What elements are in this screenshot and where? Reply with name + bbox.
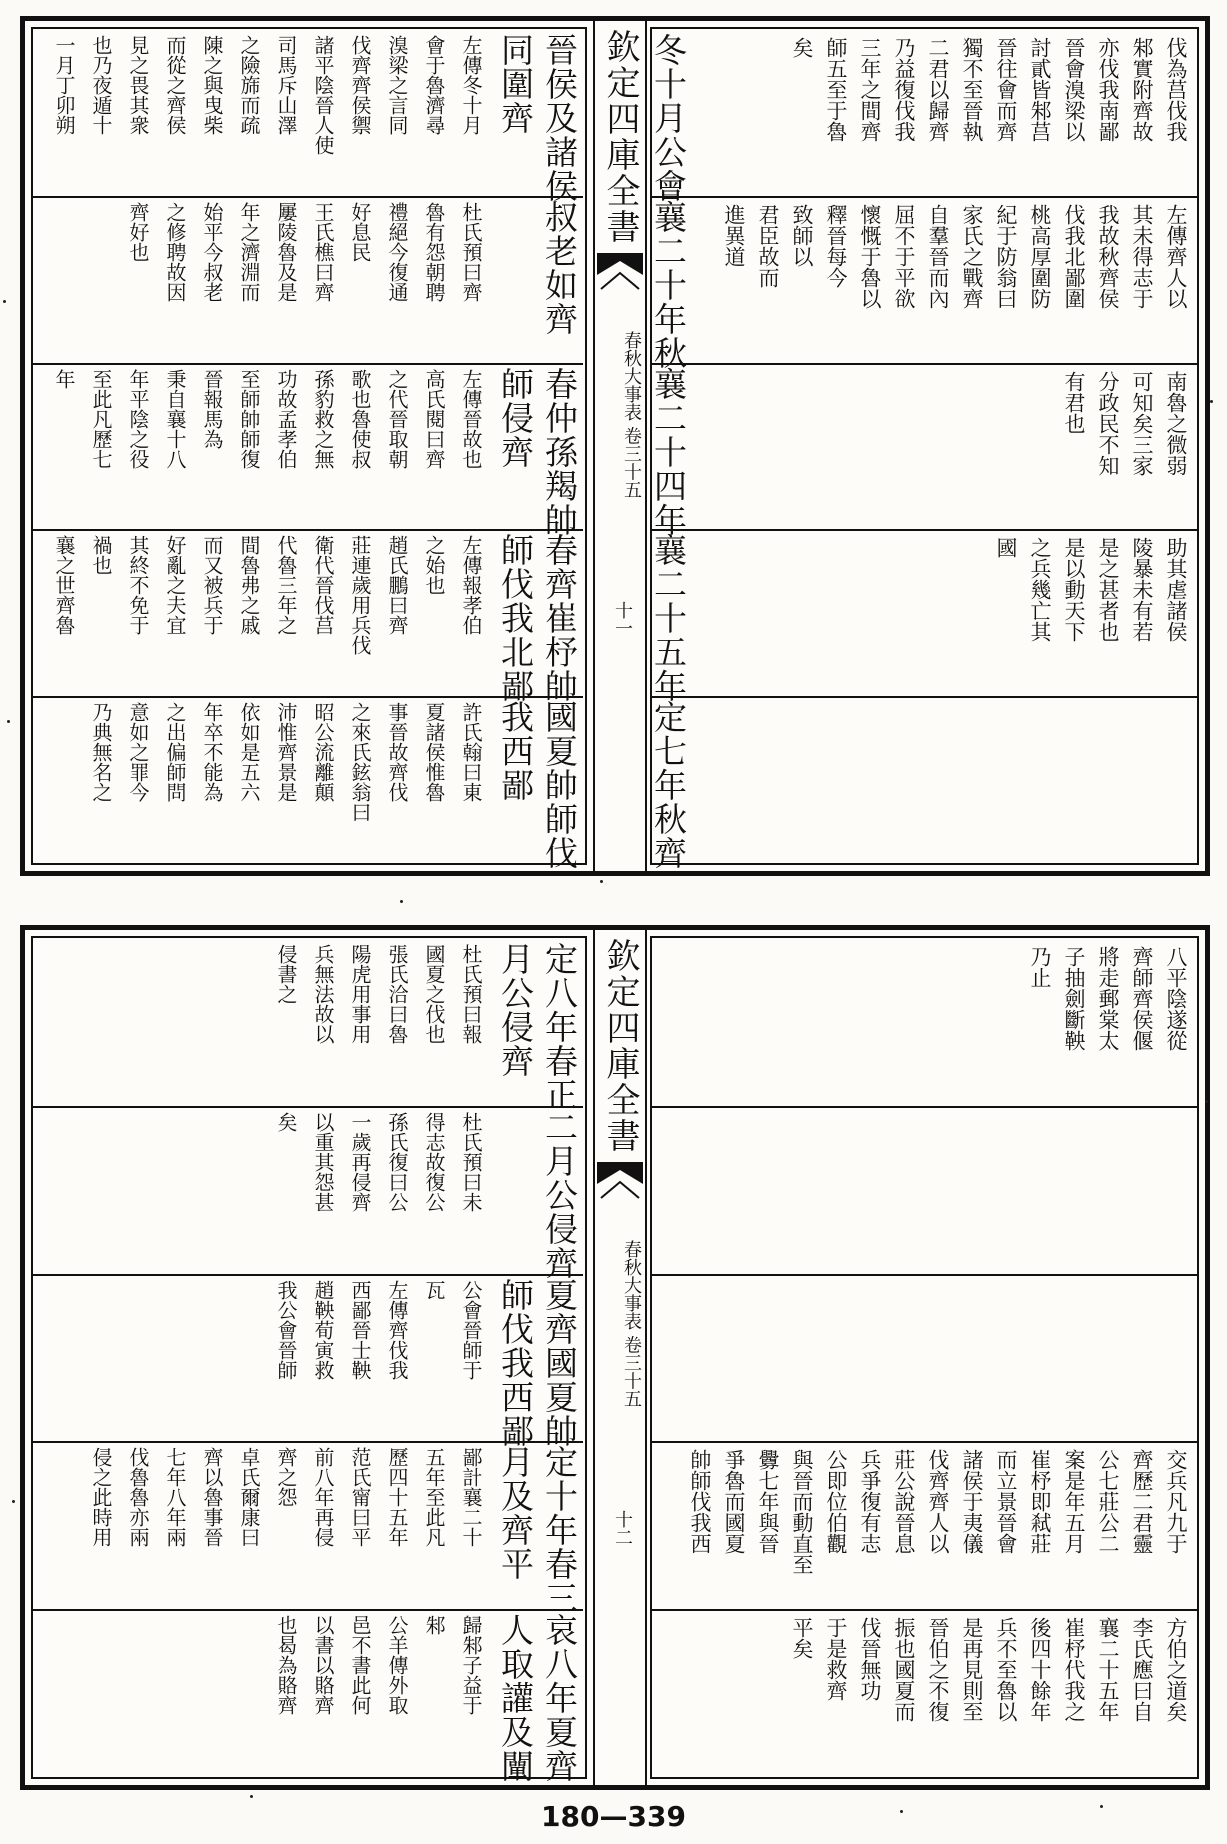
commentary-line: 左傳報孝伯 bbox=[459, 535, 483, 636]
commentary-line: 杜氏預曰齊 bbox=[459, 201, 483, 302]
commentary-line: 許氏翰曰東 bbox=[459, 702, 483, 803]
note-line: 交兵凡九于 bbox=[1164, 1449, 1188, 1555]
commentary-line: 歸邾子益于 bbox=[459, 1615, 483, 1716]
lower-book-page bbox=[20, 925, 1210, 1790]
commentary-line: 乃典無名之 bbox=[89, 702, 113, 803]
note-line: 伐我北鄙圍 bbox=[1062, 203, 1086, 309]
commentary-line: 杜氏預曰未 bbox=[459, 1111, 483, 1212]
year-row bbox=[649, 29, 1197, 203]
commentary-line: 襄之世齊魯 bbox=[52, 535, 76, 636]
note-line: 而立景晉會 bbox=[994, 1449, 1018, 1555]
commentary-line: 之始也 bbox=[422, 535, 446, 596]
note-line: 釁七年與晉 bbox=[756, 1449, 780, 1555]
note-line: 晉會溴梁以 bbox=[1062, 37, 1086, 142]
commentary-line: 也乃夜遁十 bbox=[89, 35, 113, 135]
year-row bbox=[652, 938, 1197, 1108]
commentary-line: 至師帥師復 bbox=[237, 368, 261, 469]
commentary-line: 左傳晉故也 bbox=[459, 368, 483, 469]
scan-speck bbox=[1100, 1805, 1103, 1808]
table-row bbox=[33, 1274, 583, 1448]
commentary-line: 之險旆而疏 bbox=[237, 35, 261, 135]
entry-main-text: 國夏帥師伐 bbox=[540, 700, 579, 871]
entry-sub-text: 同圍齊 bbox=[496, 33, 535, 135]
note-line: 我故秋齊侯 bbox=[1096, 203, 1120, 309]
note-line: 南魯之微弱 bbox=[1164, 370, 1188, 476]
year-heading: 定七年秋齊 bbox=[649, 700, 688, 871]
note-line: 晉伯之不復 bbox=[926, 1617, 950, 1723]
note-line: 紀于防翁曰 bbox=[994, 203, 1018, 309]
commentary-line: 范氏甯曰平 bbox=[348, 1447, 372, 1548]
table-row bbox=[33, 529, 583, 704]
commentary-line: 五年至此凡 bbox=[422, 1447, 446, 1548]
year-heading: 襄二十五年 bbox=[649, 533, 688, 704]
commentary-line: 國夏之伐也 bbox=[422, 944, 446, 1044]
note-line: 崔杼即弒莊 bbox=[1028, 1449, 1052, 1555]
table-row bbox=[33, 1609, 583, 1784]
commentary-line: 見之畏其衆 bbox=[126, 35, 150, 135]
note-line: 自羣晉而內 bbox=[926, 203, 950, 309]
page-number: 180—339 bbox=[541, 1800, 686, 1833]
commentary-line: 依如是五六 bbox=[237, 702, 261, 803]
commentary-line: 孫豹救之無 bbox=[311, 368, 335, 469]
entry-sub-text: 師伐我西鄙 bbox=[496, 1277, 535, 1448]
commentary-line: 年之濟淵而 bbox=[237, 201, 261, 302]
note-line: 崔杼代我之 bbox=[1062, 1617, 1086, 1723]
note-line: 國 bbox=[994, 537, 1018, 559]
commentary-line: 之代晉取朝 bbox=[385, 368, 409, 469]
upper-center-spine bbox=[593, 21, 647, 871]
commentary-line: 我公會晉師 bbox=[274, 1279, 298, 1380]
commentary-line: 昭公流離顛 bbox=[311, 702, 335, 803]
commentary-line: 鄙計襄二十 bbox=[459, 1447, 483, 1548]
note-line: 致師以 bbox=[790, 203, 814, 267]
spine-folio: 十二 bbox=[612, 1510, 633, 1546]
note-line: 獨不至晉執 bbox=[960, 37, 984, 142]
commentary-line: 七年八年兩 bbox=[163, 1447, 187, 1548]
upper-right-rows bbox=[649, 29, 1197, 871]
commentary-line: 侵書之 bbox=[274, 944, 298, 1004]
commentary-line: 杜氏預曰報 bbox=[459, 944, 483, 1044]
commentary-line: 事晉故齊伐 bbox=[385, 702, 409, 803]
entry-sub-text: 月及齊平 bbox=[496, 1445, 535, 1582]
commentary-line: 年平陰之役 bbox=[126, 368, 150, 469]
commentary-line: 晉報馬為 bbox=[200, 368, 224, 449]
note-line: 帥師伐我西 bbox=[688, 1449, 712, 1555]
commentary-line: 趙鞅荀寅救 bbox=[311, 1279, 335, 1380]
commentary-line: 左傳齊伐我 bbox=[385, 1279, 409, 1380]
upper-left-rows bbox=[33, 29, 583, 871]
commentary-line: 王氏樵曰齊 bbox=[311, 201, 335, 302]
commentary-line: 一月丁卯朔 bbox=[52, 35, 76, 135]
entry-main-text: 定八年春正 bbox=[540, 942, 579, 1112]
commentary-line: 齊以魯事晉 bbox=[200, 1447, 224, 1548]
commentary-line: 也曷為賂齊 bbox=[274, 1615, 298, 1716]
commentary-line: 溴梁之言同 bbox=[385, 35, 409, 135]
year-row bbox=[649, 363, 1197, 537]
note-line: 伐晉無功 bbox=[858, 1617, 882, 1702]
spine-subtitle: 春秋大事表 卷三十五 bbox=[621, 331, 642, 499]
note-line: 公即位伯觀 bbox=[824, 1449, 848, 1555]
commentary-line: 孫氏復曰公 bbox=[385, 1111, 409, 1212]
commentary-line: 年 bbox=[52, 368, 76, 389]
spine-title: 欽定四庫全書 bbox=[600, 29, 640, 245]
commentary-line: 陳之與曳柴 bbox=[200, 35, 224, 135]
commentary-line: 會于魯濟尋 bbox=[422, 35, 446, 135]
entry-main-text: 定十年春三 bbox=[540, 1445, 579, 1616]
note-line: 乃止 bbox=[1028, 946, 1052, 988]
note-line: 襄二十五年 bbox=[1096, 1617, 1120, 1723]
commentary-line: 陽虎用事用 bbox=[348, 944, 372, 1044]
commentary-line: 間魯弗之戚 bbox=[237, 535, 261, 636]
scan-speck bbox=[3, 300, 6, 303]
note-line: 公七莊公二 bbox=[1096, 1449, 1120, 1555]
note-line: 是再見則至 bbox=[960, 1617, 984, 1723]
commentary-line: 左傳冬十月 bbox=[459, 35, 483, 135]
entry-sub-text: 我西鄙 bbox=[496, 700, 535, 803]
note-line: 八平陰遂從 bbox=[1164, 946, 1188, 1051]
note-line: 爭魯而國夏 bbox=[722, 1449, 746, 1555]
year-row bbox=[649, 529, 1197, 704]
note-line: 是之甚者也 bbox=[1096, 537, 1120, 643]
table-row bbox=[33, 1441, 583, 1616]
commentary-line: 瓦 bbox=[422, 1279, 446, 1300]
commentary-line: 邑不書此何 bbox=[348, 1615, 372, 1716]
note-line: 左傳齊人以 bbox=[1164, 203, 1188, 309]
entry-main-text: 春仲孫羯帥 bbox=[540, 366, 579, 537]
commentary-line: 魯有怨朝聘 bbox=[422, 201, 446, 302]
note-line: 助其虐諸侯 bbox=[1164, 537, 1188, 643]
commentary-line: 而從之齊侯 bbox=[163, 35, 187, 135]
fishtail-mark-icon bbox=[597, 1162, 643, 1202]
table-row bbox=[33, 196, 583, 365]
commentary-line: 齊之怨 bbox=[274, 1447, 298, 1508]
commentary-line: 之出偏師問 bbox=[163, 702, 187, 803]
commentary-line: 禮絕今復通 bbox=[385, 201, 409, 302]
note-line: 桃高厚圍防 bbox=[1028, 203, 1052, 309]
commentary-line: 齊好也 bbox=[126, 201, 150, 262]
entry-sub-text: 師伐我北鄙 bbox=[496, 533, 535, 704]
note-line: 陵暴未有若 bbox=[1130, 537, 1154, 643]
note-line: 矣 bbox=[790, 37, 814, 58]
year-row bbox=[652, 1106, 1197, 1276]
fishtail-mark-icon bbox=[597, 253, 643, 293]
entry-main-text: 春齊崔杼帥 bbox=[540, 533, 579, 704]
commentary-line: 之來氏鉉翁曰 bbox=[348, 702, 372, 823]
note-line: 子抽劍斷鞅 bbox=[1062, 946, 1086, 1051]
commentary-line: 歌也魯使叔 bbox=[348, 368, 372, 469]
note-line: 乃益復伐我 bbox=[892, 37, 916, 142]
year-row bbox=[652, 1609, 1197, 1777]
note-line: 懷慨于魯以 bbox=[858, 203, 882, 309]
spine-title: 欽定四庫全書 bbox=[600, 938, 640, 1154]
commentary-line: 代魯三年之 bbox=[274, 535, 298, 636]
note-line: 君臣故而 bbox=[756, 203, 780, 288]
commentary-line: 邾 bbox=[422, 1615, 446, 1636]
table-row bbox=[33, 363, 583, 537]
note-line: 進異道 bbox=[722, 203, 746, 267]
commentary-line: 禍也 bbox=[89, 535, 113, 576]
note-line: 亦伐我南鄙 bbox=[1096, 37, 1120, 142]
note-line: 晉往會而齊 bbox=[994, 37, 1018, 142]
year-row bbox=[649, 696, 1197, 871]
commentary-line: 卓氏爾康曰 bbox=[237, 1447, 261, 1548]
note-line: 釋晉每今 bbox=[824, 203, 848, 288]
table-row bbox=[33, 1106, 583, 1280]
note-line: 方伯之道矣 bbox=[1164, 1617, 1188, 1723]
entry-sub-text: 月公侵齊 bbox=[496, 942, 535, 1078]
note-line: 諸侯于夷儀 bbox=[960, 1449, 984, 1555]
commentary-line: 司馬斥山澤 bbox=[274, 35, 298, 135]
note-line: 齊師齊侯偃 bbox=[1130, 946, 1154, 1051]
commentary-line: 以書以賂齊 bbox=[311, 1615, 335, 1716]
lower-right-rows bbox=[652, 938, 1197, 1777]
commentary-line: 侵之此時用 bbox=[89, 1447, 113, 1548]
entry-main-text: 夏齊國夏帥 bbox=[540, 1277, 579, 1448]
commentary-line: 公會晉師于 bbox=[459, 1279, 483, 1380]
year-heading: 襄二十四年 bbox=[649, 366, 688, 537]
note-line: 三年之間齊 bbox=[858, 37, 882, 142]
note-line: 二君以歸齊 bbox=[926, 37, 950, 142]
scan-speck bbox=[400, 900, 403, 903]
lower-left-rows bbox=[33, 938, 583, 1784]
note-line: 李氏應曰自 bbox=[1130, 1617, 1154, 1723]
commentary-line: 沛惟齊景是 bbox=[274, 702, 298, 803]
scan-speck bbox=[12, 1500, 15, 1503]
note-line: 之兵幾亡其 bbox=[1028, 537, 1052, 643]
commentary-line: 好亂之夫宜 bbox=[163, 535, 187, 636]
note-line: 屈不于平欲 bbox=[892, 203, 916, 309]
commentary-line: 得志故復公 bbox=[422, 1111, 446, 1212]
note-line: 伐齊齊人以 bbox=[926, 1449, 950, 1555]
commentary-line: 至此凡歷七 bbox=[89, 368, 113, 469]
commentary-line: 西鄙晉士鞅 bbox=[348, 1279, 372, 1380]
commentary-line: 而又被兵于 bbox=[200, 535, 224, 636]
commentary-line: 矣 bbox=[274, 1111, 298, 1132]
commentary-line: 趙氏鵬曰齊 bbox=[385, 535, 409, 636]
commentary-line: 以重其怨甚 bbox=[311, 1111, 335, 1212]
commentary-line: 伐魯魯亦兩 bbox=[126, 1447, 150, 1548]
note-line: 齊歷二君靈 bbox=[1130, 1449, 1154, 1555]
commentary-line: 屢陵魯及是 bbox=[274, 201, 298, 302]
note-line: 伐為莒伐我 bbox=[1164, 37, 1188, 142]
note-line: 其未得志于 bbox=[1130, 203, 1154, 309]
commentary-line: 夏諸侯惟魯 bbox=[422, 702, 446, 803]
note-line: 邾實附齊故 bbox=[1130, 37, 1154, 142]
spine-folio: 十一 bbox=[612, 601, 633, 637]
note-line: 平矣 bbox=[790, 1617, 814, 1660]
table-row bbox=[33, 696, 583, 871]
scan-speck bbox=[900, 1810, 903, 1813]
commentary-line: 張氏洽曰魯 bbox=[385, 944, 409, 1044]
scan-speck bbox=[600, 880, 603, 883]
note-line: 後四十餘年 bbox=[1028, 1617, 1052, 1723]
year-heading: 冬十月公會 bbox=[649, 33, 688, 203]
year-heading: 襄二十年秋 bbox=[649, 199, 688, 370]
year-row bbox=[652, 1441, 1197, 1611]
lower-center-spine bbox=[593, 930, 647, 1785]
table-row bbox=[33, 938, 583, 1112]
note-line: 可知矣三家 bbox=[1130, 370, 1154, 476]
note-line: 分政民不知 bbox=[1096, 370, 1120, 476]
commentary-line: 衛代晉伐莒 bbox=[311, 535, 335, 636]
commentary-line: 功故孟孝伯 bbox=[274, 368, 298, 469]
commentary-line: 年卒不能為 bbox=[200, 702, 224, 803]
note-line: 案是年五月 bbox=[1062, 1449, 1086, 1555]
commentary-line: 高氏閱曰齊 bbox=[422, 368, 446, 469]
commentary-line: 公羊傳外取 bbox=[385, 1615, 409, 1716]
note-line: 莊公說晉息 bbox=[892, 1449, 916, 1555]
commentary-line: 其終不免于 bbox=[126, 535, 150, 636]
scan-speck bbox=[1210, 400, 1213, 403]
commentary-line: 兵無法故以 bbox=[311, 944, 335, 1044]
table-row bbox=[33, 29, 583, 203]
entry-main-text: 哀八年夏齊 bbox=[540, 1613, 579, 1784]
note-line: 振也國夏而 bbox=[892, 1617, 916, 1723]
note-line: 有君也 bbox=[1062, 370, 1086, 434]
commentary-line: 前八年再侵 bbox=[311, 1447, 335, 1548]
entry-main-text: 叔老如齊 bbox=[540, 199, 579, 336]
note-line: 與晉而動直至 bbox=[790, 1449, 814, 1576]
entry-sub-text: 師侵齊 bbox=[496, 366, 535, 469]
note-line: 討貳皆邾莒 bbox=[1028, 37, 1052, 142]
commentary-line: 好息民 bbox=[348, 201, 372, 262]
entry-main-text: 二月公侵齊 bbox=[540, 1109, 579, 1280]
commentary-line: 意如之罪今 bbox=[126, 702, 150, 803]
scan-speck bbox=[7, 720, 10, 723]
commentary-line: 歷四十五年 bbox=[385, 1447, 409, 1548]
commentary-line: 秉自襄十八 bbox=[163, 368, 187, 469]
commentary-line: 之修聘故因 bbox=[163, 201, 187, 302]
entry-sub-text: 人取讙及闡 bbox=[496, 1613, 535, 1784]
note-line: 于是救齊 bbox=[824, 1617, 848, 1702]
note-line: 兵爭復有志 bbox=[858, 1449, 882, 1555]
note-line: 師五至于魯 bbox=[824, 37, 848, 142]
spine-subtitle: 春秋大事表 卷三十五 bbox=[621, 1240, 642, 1408]
note-line: 家氏之戰齊 bbox=[960, 203, 984, 309]
commentary-line: 始平今叔老 bbox=[200, 201, 224, 302]
year-row bbox=[649, 196, 1197, 370]
commentary-line: 諸平陰晉人使 bbox=[311, 35, 335, 155]
note-line: 將走郵棠太 bbox=[1096, 946, 1120, 1051]
commentary-line: 伐齊齊侯禦 bbox=[348, 35, 372, 135]
scan-speck bbox=[250, 1795, 253, 1798]
upper-book-page bbox=[20, 16, 1210, 876]
scan-speck bbox=[1205, 1100, 1208, 1103]
entry-main-text: 晉侯及諸侯 bbox=[540, 33, 579, 203]
note-line: 兵不至魯以 bbox=[994, 1617, 1018, 1723]
note-line: 是以動天下 bbox=[1062, 537, 1086, 643]
year-row bbox=[652, 1274, 1197, 1444]
commentary-line: 一歲再侵齊 bbox=[348, 1111, 372, 1212]
commentary-line: 莊連歲用兵伐 bbox=[348, 535, 372, 656]
